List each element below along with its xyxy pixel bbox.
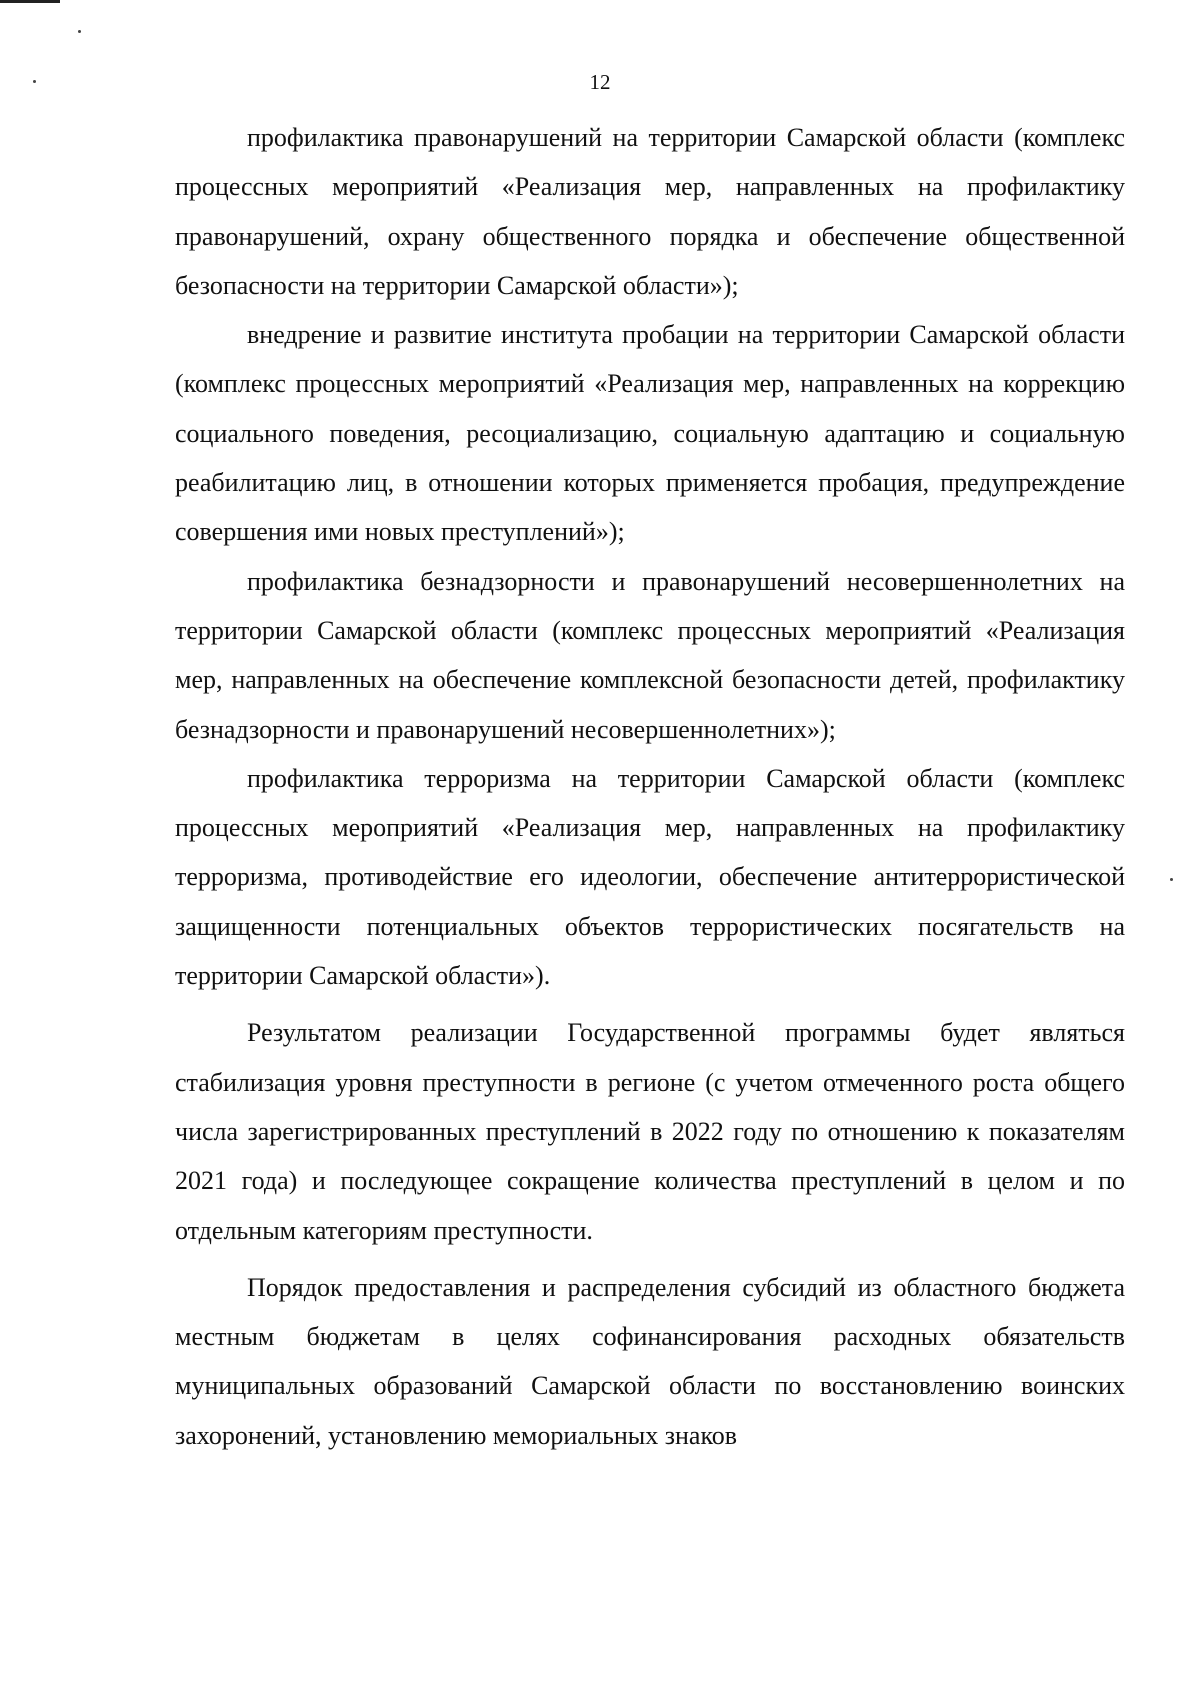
paragraph: внедрение и развитие института пробации на территории Самарской области (комплекс процессных мероприятий «Реализация мер, направленных на коррекцию социального поведения, ресоциализацию, социальную адаптацию и социальную реабилитацию лиц, в отношении которых применяется пробация, предупреждение совершения ими новых преступлений»);: [175, 320, 1125, 547]
paragraph: профилактика правонарушений на территории Самарской области (комплекс процессных мероприятий «Реализация мер, направленных на профилактику правонарушений, охрану общественного порядка и обеспечение общественной безопасности на территории Самарской области»);: [175, 123, 1125, 300]
paragraph: Порядок предоставления и распределения субсидий из областного бюджета местным бюджетам в целях софинансирования расходных обязательств муниципальных образований Самарской области по восстановлению воинских захоронений, установлению мемориальных знаков: [175, 1272, 1125, 1450]
paragraph: профилактика терроризма на территории Самарской области (комплекс процессных мероприятий «Реализация мер, направленных на профилактику терроризма, противодействие его идеологии, обеспечение антитеррористической защищенности потенциальных объектов террористических посягательств на территории Самарской области»).: [175, 763, 1125, 991]
paragraph: Результатом реализации Государственной программы будет являться стабилизация уровня преступности в регионе (с учетом отмеченного роста общего числа зарегистрированных преступлений в 2022 году по отношению к показателям 2021 года) и последующее сокращение количества преступлений в целом и по отдельным категориям преступности.: [175, 1018, 1125, 1245]
scan-speck: [1170, 878, 1173, 881]
paragraph: профилактика безнадзорности и правонарушений несовершеннолетних на территории Самарской области (комплекс процессных мероприятий «Реализация мер, направленных на обеспечение комплексной безопасности детей, профилактику безнадзорности и правонарушений несовершеннолетних»);: [175, 566, 1125, 744]
page-number: 12: [589, 70, 611, 94]
scan-corner-mark: [0, 0, 60, 3]
scan-speck: [78, 30, 81, 33]
document-body: [175, 113, 1125, 1460]
